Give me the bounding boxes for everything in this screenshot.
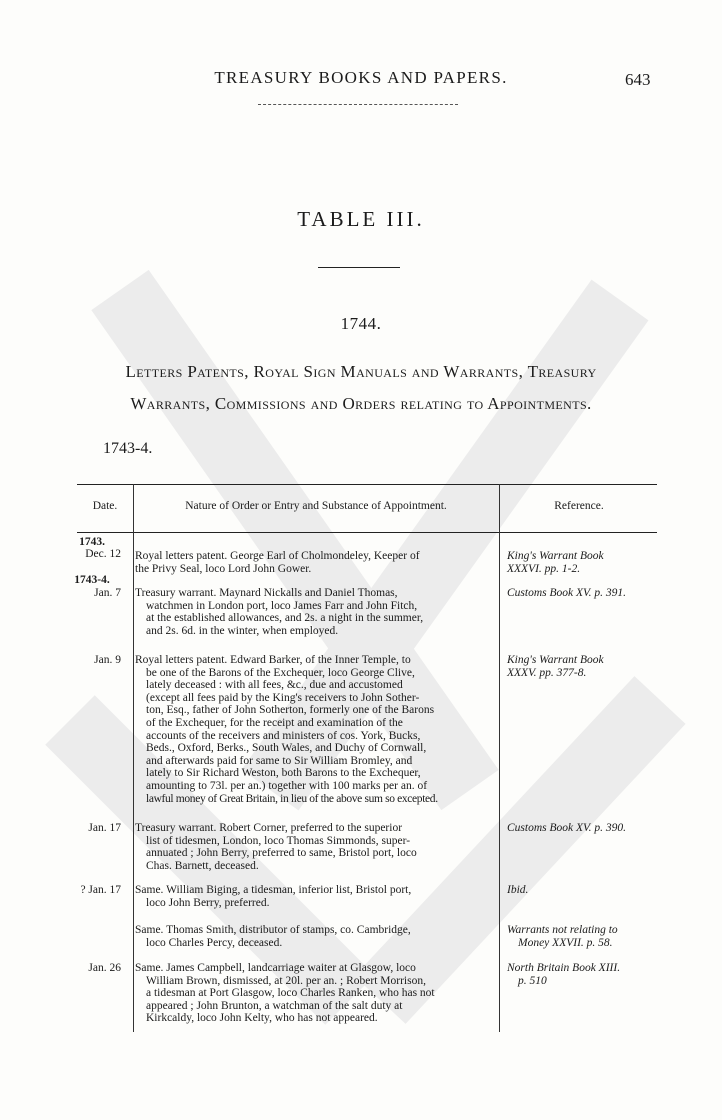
entry-line: Royal letters patent. Edward Barker, of the Inner Temple, to — [135, 654, 411, 666]
page-number: 643 — [625, 70, 651, 89]
row-date: ? Jan. 17 — [80, 884, 121, 896]
entry-line: and afterwards paid for same to Sir William Bromley, and — [146, 754, 413, 767]
entry-line: loco John Berry, preferred. — [146, 896, 270, 909]
header-rule — [258, 104, 458, 105]
row-year: 1743-4. — [74, 574, 110, 586]
date-column-divider — [133, 484, 134, 1032]
entry-line: Kirkcaldy, loco John Kelty, who has not appeared. — [146, 1012, 378, 1025]
entry-line: ton, Esq., father of John Sotherton, formerly one of the Barons — [146, 704, 435, 717]
subject-heading-line-1: Letters Patents, Royal Sign Manuals and Warrants, Treasury — [125, 362, 597, 381]
reference-line: Money XXVII. p. 58. — [518, 936, 613, 949]
reference-line: Ibid. — [507, 884, 529, 896]
table-row-reference — [507, 550, 655, 575]
entry-line: the Privy Seal, loco Lord John Gower. — [135, 562, 312, 575]
table-row-reference — [507, 654, 655, 679]
reference-line: XXXVI. pp. 1-2. — [507, 562, 581, 575]
table-row-reference — [507, 884, 655, 897]
column-header-reference: Reference. — [554, 500, 604, 512]
title-rule — [318, 267, 400, 268]
column-header-date: Date. — [92, 500, 118, 512]
table-row-entry — [135, 822, 492, 872]
table-row-entry — [135, 550, 492, 575]
entry-line: watchmen in London port, loco James Farr and John Fitch, — [146, 599, 418, 612]
row-date: Jan. 26 — [88, 962, 121, 974]
entry-line: Same. Thomas Smith, distributor of stamps, co. Cambridge, — [135, 924, 411, 936]
table-row-reference — [507, 924, 655, 949]
entry-line: Chas. Barnett, deceased. — [146, 859, 259, 872]
table-row-reference — [507, 962, 655, 987]
reference-line: Customs Book XV. p. 391. — [507, 587, 626, 599]
entry-line: and 2s. 6d. in the winter, when employed. — [146, 624, 339, 637]
entry-line: appeared ; John Brunton, a watchman of the salt duty at — [146, 999, 403, 1012]
entry-line: Same. James Campbell, landcarriage waiter at Glasgow, loco — [135, 962, 416, 974]
reference-line: North Britain Book XIII. — [507, 962, 621, 974]
row-date: Jan. 9 — [94, 654, 121, 666]
entry-line: Beds., Oxford, Berks., South Wales, and Duchy of Cornwall, — [146, 742, 427, 755]
entry-line: (except all fees paid by the King's receivers to John Sother- — [146, 691, 420, 704]
entry-line: be one of the Barons of the Exchequer, loco George Clive, — [146, 666, 415, 679]
year-heading: 1744. — [340, 314, 382, 333]
header-bottom-rule — [77, 532, 657, 533]
reference-column-divider — [499, 484, 500, 1032]
entry-line: lately deceased : with all fees, &c., due and accustomed — [146, 679, 403, 692]
row-date: Jan. 17 — [88, 822, 121, 834]
running-header-title: TREASURY BOOKS AND PAPERS. — [214, 68, 508, 87]
reference-line: Customs Book XV. p. 390. — [507, 822, 626, 834]
section-date: 1743-4. — [103, 440, 153, 457]
entry-line: list of tidesmen, London, loco Thomas Simmonds, super- — [146, 834, 411, 847]
entry-line: annuated ; John Berry, preferred to same, Bristol port, loco — [146, 847, 417, 860]
table-row-entry — [135, 924, 492, 949]
entry-line: loco Charles Percy, deceased. — [146, 936, 283, 949]
appointments-table — [74, 484, 657, 1032]
entry-line: a tidesman at Port Glasgow, loco Charles Ranken, who has not — [146, 987, 435, 1000]
reference-line: p. 510 — [518, 974, 547, 987]
table-title: TABLE III. — [297, 207, 425, 231]
table-row-entry — [135, 962, 492, 1025]
table-row-entry — [135, 884, 492, 909]
table-row-entry — [135, 654, 492, 805]
entry-line: amounting to 73l. per an.) together with 100 marks per an. of — [146, 779, 428, 792]
entry-line: accounts of the receivers and ministers of cos. York, Bucks, — [146, 729, 421, 742]
reference-line: Warrants not relating to — [507, 924, 618, 936]
entry-line: Same. William Biging, a tidesman, inferior list, Bristol port, — [135, 884, 412, 896]
entry-line: Treasury warrant. Robert Corner, preferred to the superior — [135, 822, 403, 834]
table-row-reference — [507, 587, 655, 600]
entry-line: lately to Sir Richard Weston, both Barons to the Exchequer, — [146, 767, 421, 780]
entry-line: Royal letters patent. George Earl of Cholmondeley, Keeper of — [135, 550, 420, 562]
reference-line: XXXV. pp. 377-8. — [507, 666, 587, 679]
row-year: 1743. — [79, 536, 105, 548]
entry-line: Treasury warrant. Maynard Nickalls and Daniel Thomas, — [135, 587, 398, 599]
column-header-nature: Nature of Order or Entry and Substance of Appointment. — [185, 500, 447, 512]
entry-line: of the Exchequer, for the receipt and examination of the — [146, 716, 403, 729]
reference-line: King's Warrant Book — [507, 654, 604, 666]
entry-line: William Brown, dismissed, at 20l. per an. ; Robert Morrison, — [146, 974, 426, 987]
entry-line: at the established allowances, and 2s. a night in the summer, — [146, 612, 424, 625]
table-row-entry — [135, 587, 492, 637]
row-date: Jan. 7 — [94, 587, 121, 599]
table-top-rule — [77, 484, 657, 485]
table-row-reference — [507, 822, 655, 835]
subject-heading — [70, 356, 652, 420]
row-date: Dec. 12 — [85, 548, 121, 560]
entry-line: lawful money of Great Britain, in lieu of the above sum so excepted. — [146, 792, 438, 805]
reference-line: King's Warrant Book — [507, 550, 604, 562]
subject-heading-line-2: Warrants, Commissions and Orders relating to Appointments. — [130, 394, 592, 413]
